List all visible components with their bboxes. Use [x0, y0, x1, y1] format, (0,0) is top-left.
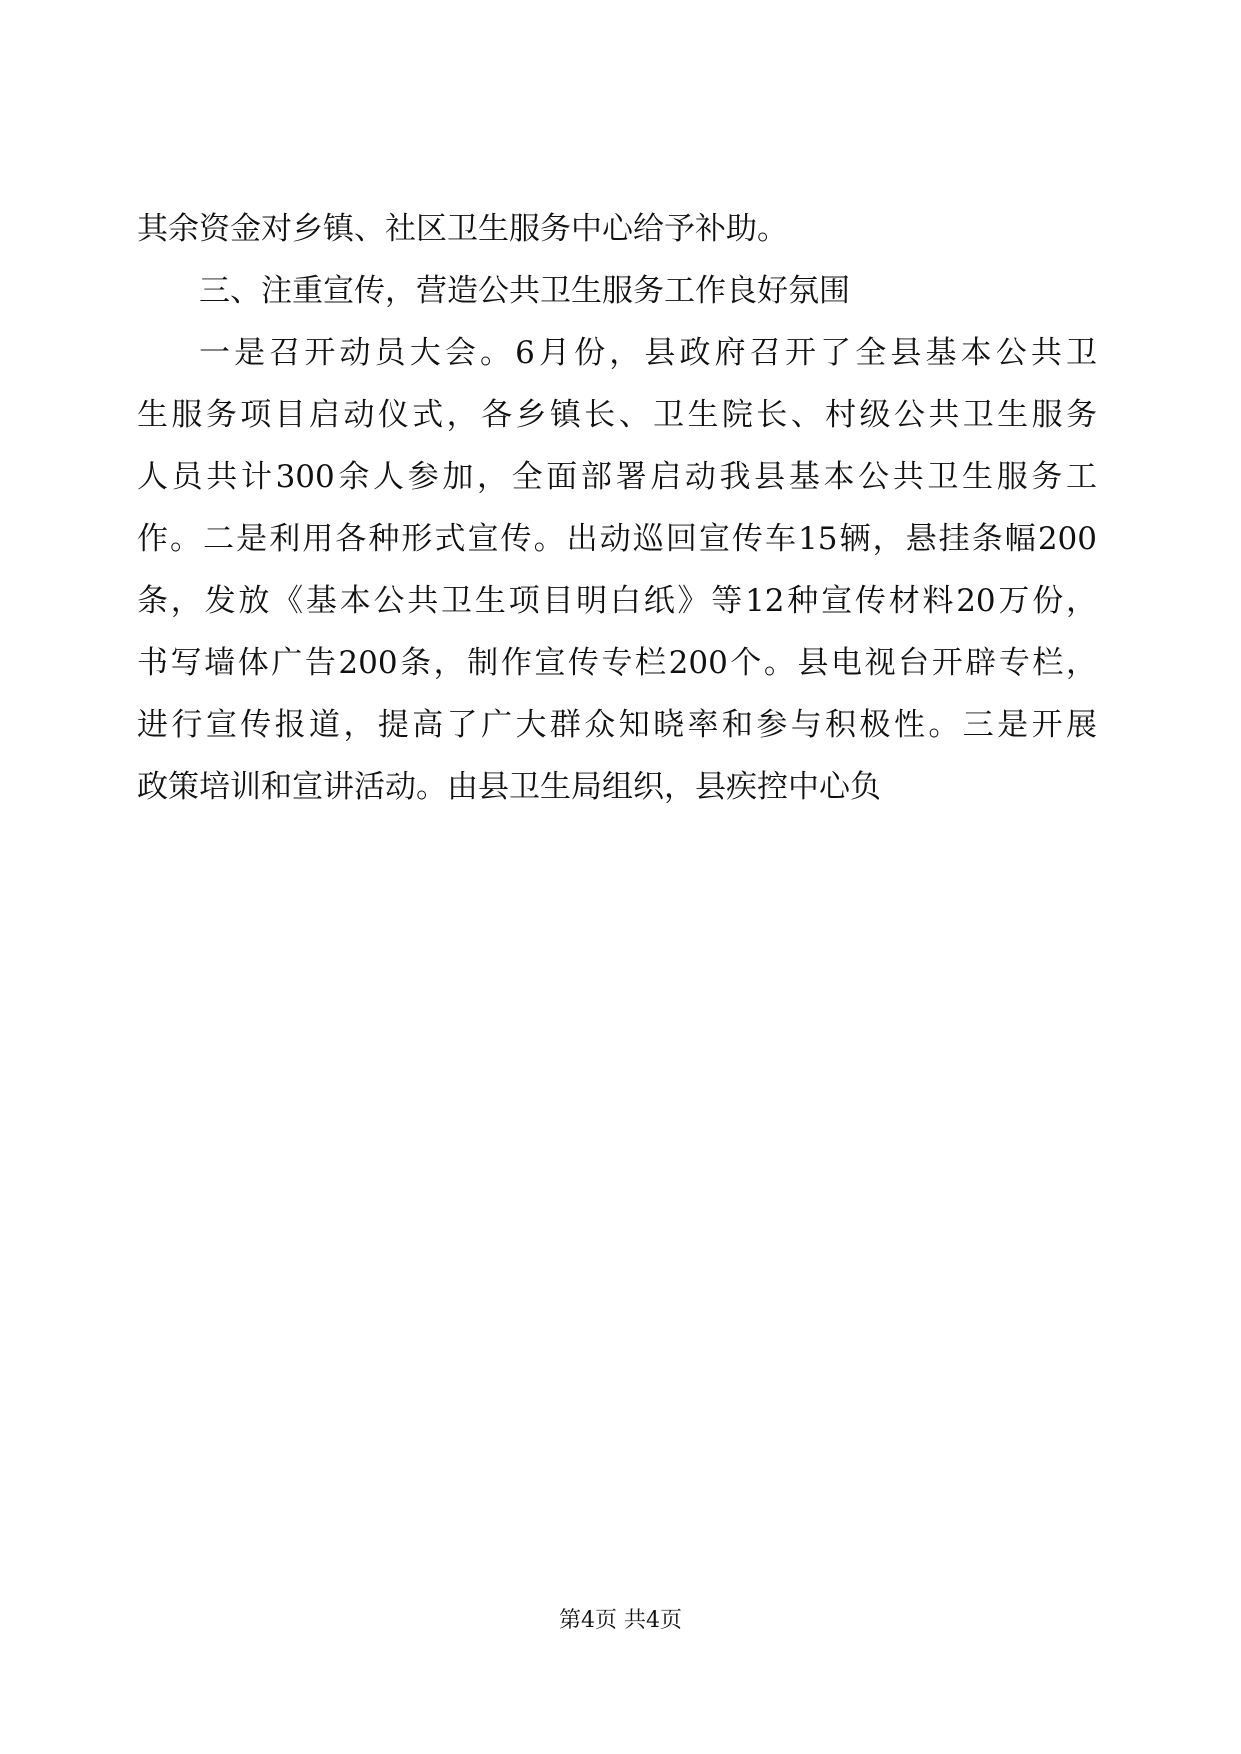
page-number-footer: 第4页 共4页: [559, 1608, 682, 1633]
body-line: 进行宣传报道，提高了广大群众知晓率和参与积极性。三是开展: [137, 707, 1097, 743]
body-line: 人员共计300余人参加，全面部署启动我县基本公共卫生服务工: [137, 459, 1097, 495]
section-heading: 三、注重宣传，营造公共卫生服务工作良好氛围: [199, 273, 850, 309]
body-line: 政策培训和宣讲活动。由县卫生局组织，县疾控中心负: [137, 769, 881, 805]
body-line: 书写墙体广告200条，制作宣传专栏200个。县电视台开辟专栏，: [137, 645, 1097, 681]
body-line: 作。二是利用各种形式宣传。出动巡回宣传车15辆，悬挂条幅200: [137, 521, 1097, 557]
body-line: 一是召开动员大会。6月份，县政府召开了全县基本公共卫: [199, 335, 1097, 371]
body-line: 其余资金对乡镇、社区卫生服务中心给予补助。: [137, 211, 788, 247]
body-line: 条，发放《基本公共卫生项目明白纸》等12种宣传材料20万份，: [137, 583, 1097, 619]
document-body: [137, 198, 1097, 818]
body-line: 生服务项目启动仪式，各乡镇长、卫生院长、村级公共卫生服务: [137, 397, 1097, 433]
